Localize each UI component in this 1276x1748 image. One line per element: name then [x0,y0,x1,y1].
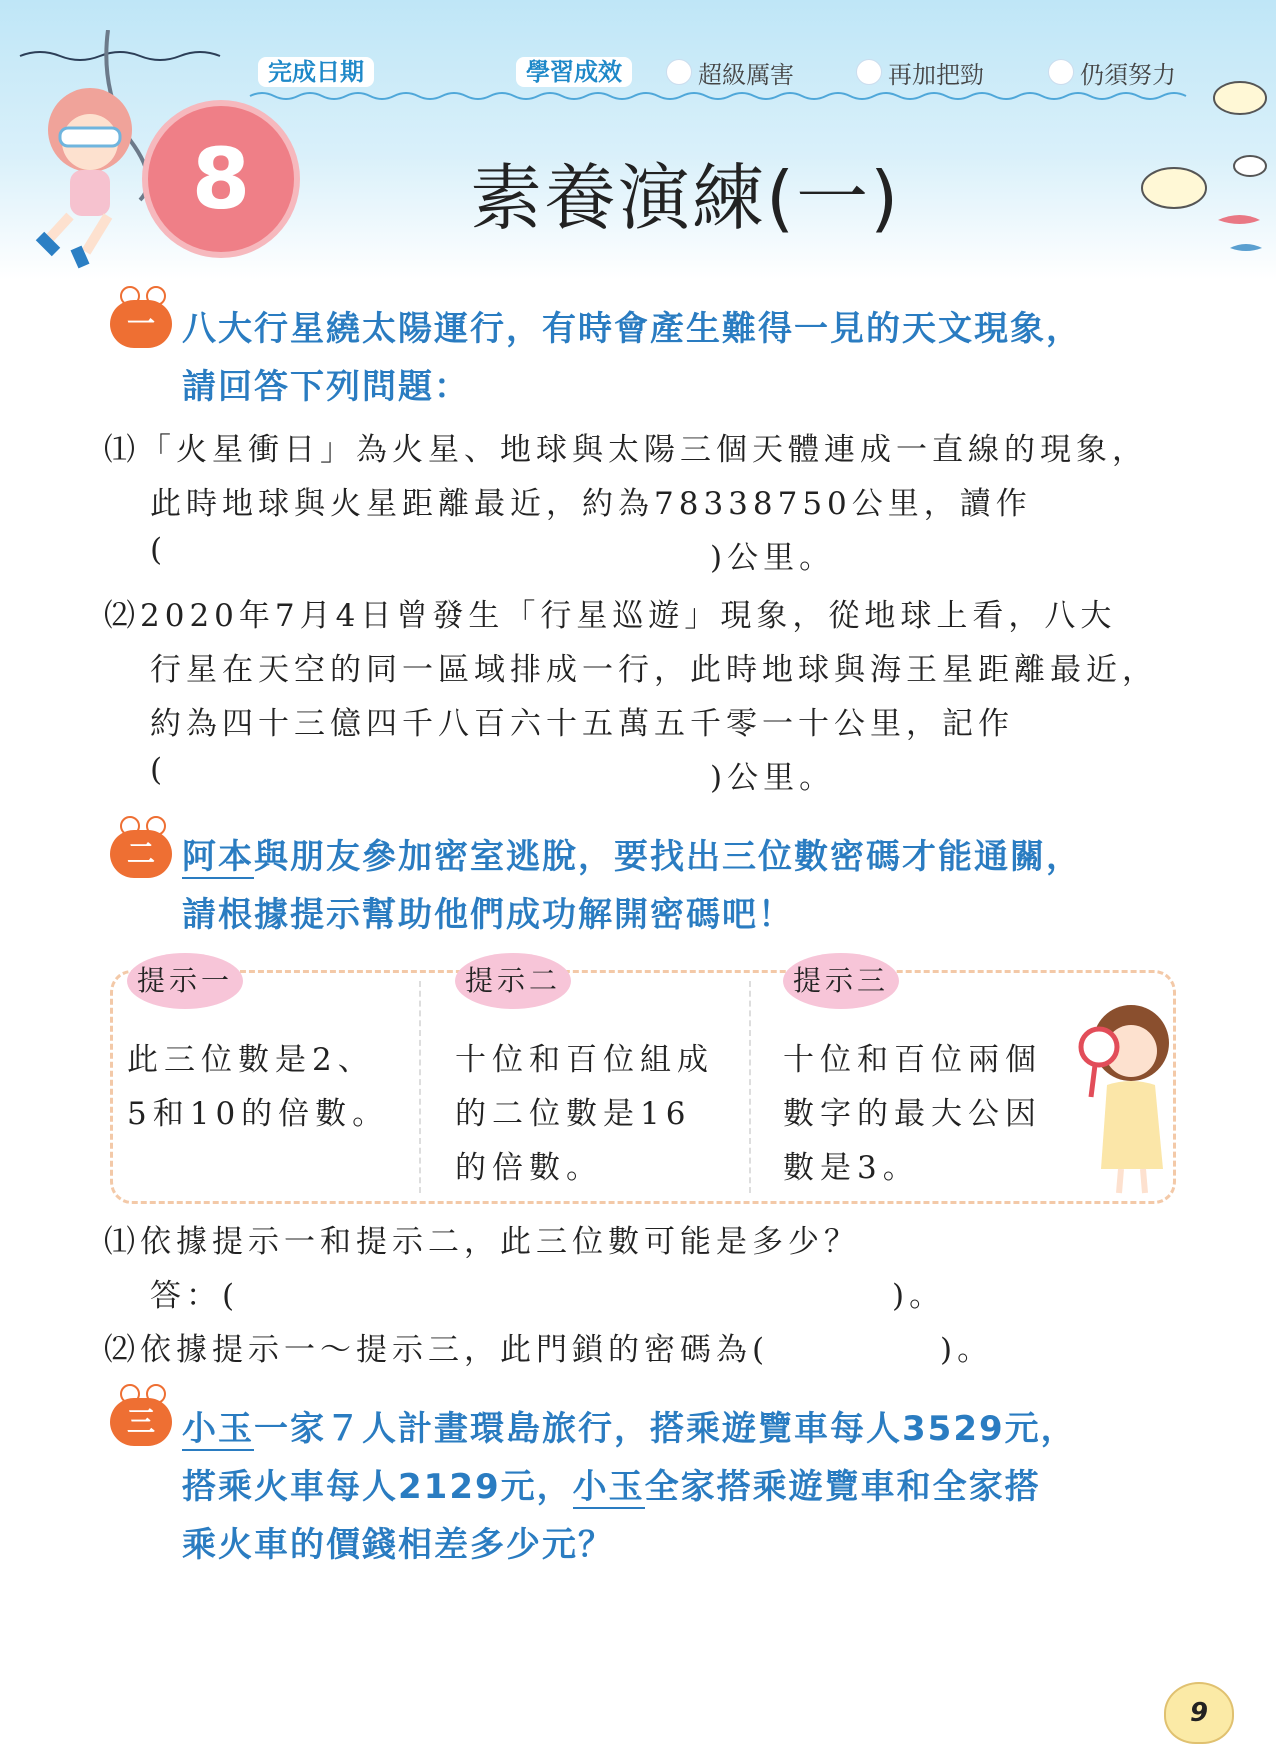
s2-p2-line1: ⑵依據提示一～提示三，此門鎖的密碼為( [104,1332,770,1368]
s2-p2-answer-close: )。 [940,1332,994,1368]
hint-tag: 提示一 [127,953,243,1009]
hint-tag: 提示三 [783,953,899,1009]
page-number: 9 [1164,1682,1234,1744]
s1-p2-answer-blank[interactable] [200,752,700,792]
hint-tag: 提示二 [455,953,571,1009]
page-title: 素養演練(一) [470,156,901,240]
s2-p1-answer-close: )。 [892,1278,946,1314]
s1-p2-answer-open: ( [150,752,168,788]
section1-question: 八大行星繞太陽運行，有時會產生難得一見的天文現象， 請回答下列問題： [182,309,1082,407]
radio-circle-icon [666,59,692,85]
option-needs-effort[interactable]: 仍須努力 [1048,57,1176,87]
radio-circle-icon [1048,59,1074,85]
section3-question: 小玉一家７人計畫環島旅行，搭乘遊覽車每人3529元， 搭乘火車每人2129元，小玉全家搭乘遊覽車和全家搭 乘火車的價錢相差多少元？ [182,1409,1077,1565]
section2-question: 阿本與朋友參加密室逃脫，要找出三位數密碼才能通關， 請根據提示幫助他們成功解開密碼吧！ [182,837,1082,935]
radio-circle-icon [856,59,882,85]
crab-marker-icon: 一 [106,282,176,352]
s2-p1-answer-open: 答：( [150,1278,240,1314]
s1-p2-line2: 行星在天空的同一區域排成一行，此時地球與海王星距離最近， [150,652,1158,688]
completion-date-label: 完成日期 [258,57,374,87]
hint-box [110,964,1176,1204]
option-super[interactable]: 超級厲害 [666,57,794,87]
s1-p2-answer-close: )公里。 [710,760,836,796]
s1-p1-line1: ⑴「火星衝日」為火星、地球與太陽三個天體連成一直線的現象， [104,432,1148,468]
s1-p1-answer-blank[interactable] [200,532,700,572]
s2-p1-answer-blank[interactable] [240,1270,880,1310]
crab-marker-icon: 三 [106,1380,176,1450]
s1-p1-line2: 此時地球與火星距離最近，約為78338750公里，讀作 [150,486,1032,522]
fish-decoration [1130,70,1276,270]
hint-3: 提示三 十位和百位兩個 數字的最大公因 數是3。 [749,973,1049,1201]
s1-p1-answer-close: )公里。 [710,540,836,576]
girl-with-magnifier-illustration [1073,993,1169,1199]
s2-p1-line1: ⑴依據提示一和提示二，此三位數可能是多少？ [104,1224,860,1260]
s2-p2-answer-blank[interactable] [800,1324,930,1364]
s1-p2-line3: 約為四十三億四千八百六十五萬五千零一十公里，記作 [150,706,1014,742]
lesson-number-badge: 8 [148,106,294,252]
s1-p2-line1: ⑵2020年7月4日曾發生「行星巡遊」現象，從地球上看，八大 [104,598,1117,634]
hint-1: 提示一 此三位數是2、 5和10的倍數。 [113,973,419,1201]
hint-2: 提示二 十位和百位組成 的二位數是16 的倍數。 [419,973,749,1201]
s1-p1-answer-open: ( [150,532,168,568]
crab-marker-icon: 二 [106,812,176,882]
learning-result-label: 學習成效 [516,57,632,87]
option-try-harder[interactable]: 再加把勁 [856,57,984,87]
